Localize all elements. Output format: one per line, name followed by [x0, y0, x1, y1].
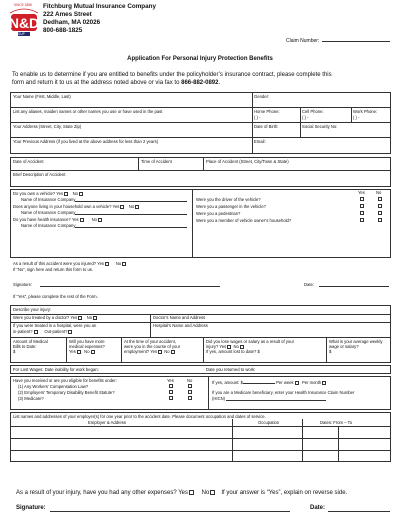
dob-label[interactable]: Date of Birth: — [254, 124, 279, 129]
company-street: 222 Ames Street — [43, 11, 92, 18]
footer-signature-label: Signature: — [16, 505, 46, 511]
avg-wage-dollar[interactable]: $ — [329, 349, 332, 354]
company-name: Fitchburg Mutual Insurance Company — [43, 3, 157, 10]
other-expenses-yes-checkbox[interactable] — [189, 490, 194, 495]
lost-wages-amount[interactable]: If yes, amount lost to date? $ — [206, 349, 260, 354]
place-accident-label[interactable]: Place of Accident (Street, City/Town & State) — [206, 159, 289, 164]
driver-question: Were you the driver of the vehicle? — [196, 197, 261, 202]
medicare-hicn-sub: (HICN) — [212, 396, 226, 401]
logo-group: GROUP — [13, 32, 25, 36]
injury-signature-field[interactable] — [40, 286, 220, 287]
employment-yes-checkbox[interactable] — [158, 350, 162, 354]
doctor-yes-checkbox[interactable] — [78, 316, 82, 320]
bills-label-1: Amount of Medical — [13, 339, 48, 344]
injured-yes-checkbox[interactable] — [105, 262, 109, 266]
employment-label-2: were you in the course of your — [124, 344, 181, 349]
bills-dollar[interactable]: $ — [13, 349, 16, 354]
injury-signature-label: Signature: — [13, 282, 33, 287]
other-expenses-question: As a result of your injury, have you had any other expenses? Yes No If your answer is “Yes”, explain on reverse side. — [16, 490, 348, 497]
time-accident-label[interactable]: Time of Accident — [141, 159, 172, 164]
home-phone-paren: ( ) - — [254, 115, 261, 120]
cell-phone-paren: ( ) - — [302, 115, 309, 120]
personal-info-grid — [10, 92, 391, 154]
company-city: Dedham, MA 02026 — [43, 19, 101, 26]
work-phone-paren: ( ) - — [353, 115, 360, 120]
passenger-question: Were you a passenger in the vehicle? — [196, 204, 266, 209]
more-expenses-label-2: medical expenses? — [69, 344, 105, 349]
medicare-label: (3) Medicare? — [18, 396, 44, 401]
medicare-no-checkbox[interactable] — [188, 396, 192, 400]
household-member-no-checkbox[interactable] — [378, 218, 382, 222]
hicn-field[interactable] — [226, 400, 326, 401]
logo-since: SINCE 1888 — [14, 3, 32, 7]
company-phone: 800-688-1825 — [43, 27, 83, 34]
inpatient-row: in-patient? Out-patient? — [13, 329, 73, 334]
avg-wage-label-1: What is your average weekly — [329, 339, 383, 344]
claim-number-label: Claim Number: — [286, 38, 320, 44]
hospital-name-label[interactable]: Hospital’s Name and Address — [153, 323, 208, 328]
cell-phone-label[interactable]: Cell Phone: — [302, 109, 324, 114]
benefits-yes-header: Yes — [167, 378, 174, 383]
claim-number-field[interactable] — [322, 41, 390, 42]
health-insurance-question: Do you have health insurance? Yes No — [13, 217, 103, 222]
medicare-hicn-label: If you are a Medicare beneficiary, enter your Health Insurance Claim Number — [212, 390, 355, 395]
employment-row: employment? Yes No — [124, 349, 176, 354]
per-week-checkbox[interactable] — [295, 381, 299, 385]
pedestrian-no-checkbox[interactable] — [378, 211, 382, 215]
footer-signature-field[interactable] — [50, 511, 290, 512]
employment-no-checkbox[interactable] — [171, 350, 175, 354]
accident-grid — [10, 157, 391, 187]
injury-date-label: Date: — [304, 282, 315, 287]
more-expenses-row: Yes No — [69, 349, 96, 354]
health-insurer: Name of Insurance Company — [21, 223, 76, 228]
occupation-col-header: Occupation — [258, 420, 280, 425]
work-phone-label[interactable]: Work Phone: — [353, 109, 378, 114]
other-expenses-no-checkbox[interactable] — [210, 490, 215, 495]
address-label[interactable]: Your Address (Street, City, State Zip) — [13, 124, 82, 129]
returned-date-label[interactable]: Date you returned to work: — [206, 367, 256, 372]
describe-injury-label[interactable]: Describe your injury: — [13, 307, 52, 312]
lost-wages-row: injury? Yes No — [206, 344, 245, 349]
workers-comp-label: (1) Any Workers’ Compensation Law? — [18, 384, 89, 389]
driver-no-checkbox[interactable] — [378, 197, 382, 201]
fax-number: 866-882-0892 — [181, 80, 219, 86]
if-yes-instruction: If “Yes”, please complete the rest of the Form. — [13, 294, 98, 299]
own-vehicle-no-checkbox[interactable] — [79, 192, 83, 196]
if-no-instruction: If “No”, sign here and return this form to us. — [13, 267, 94, 272]
per-month-checkbox[interactable] — [322, 381, 326, 385]
bills-label-2: Bills to Date: — [13, 344, 37, 349]
household-yes-checkbox[interactable] — [120, 205, 124, 209]
vehicle-no-header: No — [376, 190, 382, 195]
vehicle-yes-header: Yes — [358, 190, 365, 195]
workers-comp-yes-checkbox[interactable] — [169, 384, 173, 388]
more-expenses-no-checkbox[interactable] — [91, 350, 95, 354]
aliases-label[interactable]: List any aliases, maiden names or other names you use or have used in the past — [13, 109, 163, 114]
disability-yes-checkbox[interactable] — [169, 390, 173, 394]
medicare-yes-checkbox[interactable] — [169, 396, 173, 400]
health-insurer-field[interactable] — [75, 227, 187, 228]
footer-date-label: Date: — [310, 505, 326, 511]
dates-col-header: Dates: From – To — [320, 420, 353, 425]
intro-line-1: To enable us to determine if you are entitled to benefits under the policyholder’s insurance contract, please complete this — [12, 72, 332, 78]
disability-label: (2) Employers’ Temporary Disability Benefit Statute? — [18, 390, 115, 395]
household-member-question: Were you a member of vehicle owner’s household? — [196, 218, 292, 223]
email-label[interactable]: Email: — [254, 139, 266, 144]
ssn-label[interactable]: Social Security No: — [302, 124, 338, 129]
more-expenses-yes-checkbox[interactable] — [77, 350, 81, 354]
benefit-amount-field[interactable] — [243, 383, 275, 384]
inability-date-label[interactable]: For Lost Wages: Date inability for work began: — [13, 367, 99, 372]
home-phone-label[interactable]: Home Phone: — [254, 109, 280, 114]
health-no-checkbox[interactable] — [98, 218, 102, 222]
prev-address-label[interactable]: Your Previous Address (if you lived at the above address for less than 2 years) — [13, 139, 159, 144]
doctor-no-checkbox[interactable] — [93, 316, 97, 320]
employment-label-1: At the time of your accident, — [124, 339, 176, 344]
inpatient-checkbox[interactable] — [34, 330, 38, 334]
own-vehicle-insurer: Name of Insurance Company — [21, 197, 76, 202]
description-label[interactable]: Brief Description of Accident — [13, 172, 66, 177]
date-accident-label[interactable]: Date of Accident — [13, 159, 44, 164]
pedestrian-yes-checkbox[interactable] — [360, 211, 364, 215]
gender-label[interactable]: Gender: — [254, 94, 270, 99]
doctor-name-label[interactable]: Doctor’s Name and Address — [153, 315, 206, 320]
benefits-question: Have you received or are you eligible for benefits under: — [13, 378, 117, 383]
employers-note: List names and addresses of your employer(s) for one year prior to the accident date. Please document occupation and dates of service. — [13, 414, 266, 419]
intro-line-2: form and return it to us at the address noted above or via fax to 866-882-0892. — [12, 80, 221, 86]
passenger-yes-checkbox[interactable] — [360, 204, 364, 208]
household-insurer-field[interactable] — [75, 214, 187, 215]
injured-question: As a result of this accident were you injured? Yes No — [13, 261, 127, 266]
hospital-question: If you were treated in a hospital, were you an — [13, 323, 97, 328]
disability-no-checkbox[interactable] — [188, 390, 192, 394]
own-vehicle-question: Do you own a vehicle? Yes No — [13, 191, 84, 196]
workers-comp-no-checkbox[interactable] — [188, 384, 192, 388]
benefit-amount-row: If yes, amount: $ Per week Per month — [212, 380, 327, 385]
health-yes-checkbox[interactable] — [80, 218, 84, 222]
form-title: Application For Personal Injury Protection Benefits — [127, 56, 273, 62]
employer-col-header: Employer & Address — [88, 420, 126, 425]
injured-no-checkbox[interactable] — [122, 262, 126, 266]
passenger-no-checkbox[interactable] — [378, 204, 382, 208]
svg-text:N&D: N&D — [8, 15, 40, 31]
household-vehicle-question: Does anyone living in your household own a vehicle? Yes No — [13, 204, 140, 209]
driver-yes-checkbox[interactable] — [360, 197, 364, 201]
lost-wages-label-1: Did you lose wages or salary as a result of your — [206, 339, 294, 344]
avg-wage-label-2: wage or salary? — [329, 344, 359, 349]
name-label[interactable]: Your Name (First, Middle, Last) — [13, 94, 71, 99]
household-no-checkbox[interactable] — [135, 205, 139, 209]
outpatient-checkbox[interactable] — [68, 330, 72, 334]
doctor-question: Were you treated by a doctor? Yes No — [13, 315, 98, 320]
household-insurer: Name of Insurance Company — [21, 210, 76, 215]
benefits-no-header: No — [187, 378, 193, 383]
household-member-yes-checkbox[interactable] — [360, 218, 364, 222]
more-expenses-label-1: Will you have more — [69, 339, 105, 344]
own-vehicle-insurer-field[interactable] — [75, 201, 187, 202]
own-vehicle-yes-checkbox[interactable] — [64, 192, 68, 196]
footer-date-field[interactable] — [328, 511, 390, 512]
pedestrian-question: Were you a pedestrian? — [196, 211, 241, 216]
injury-date-field[interactable] — [319, 286, 389, 287]
